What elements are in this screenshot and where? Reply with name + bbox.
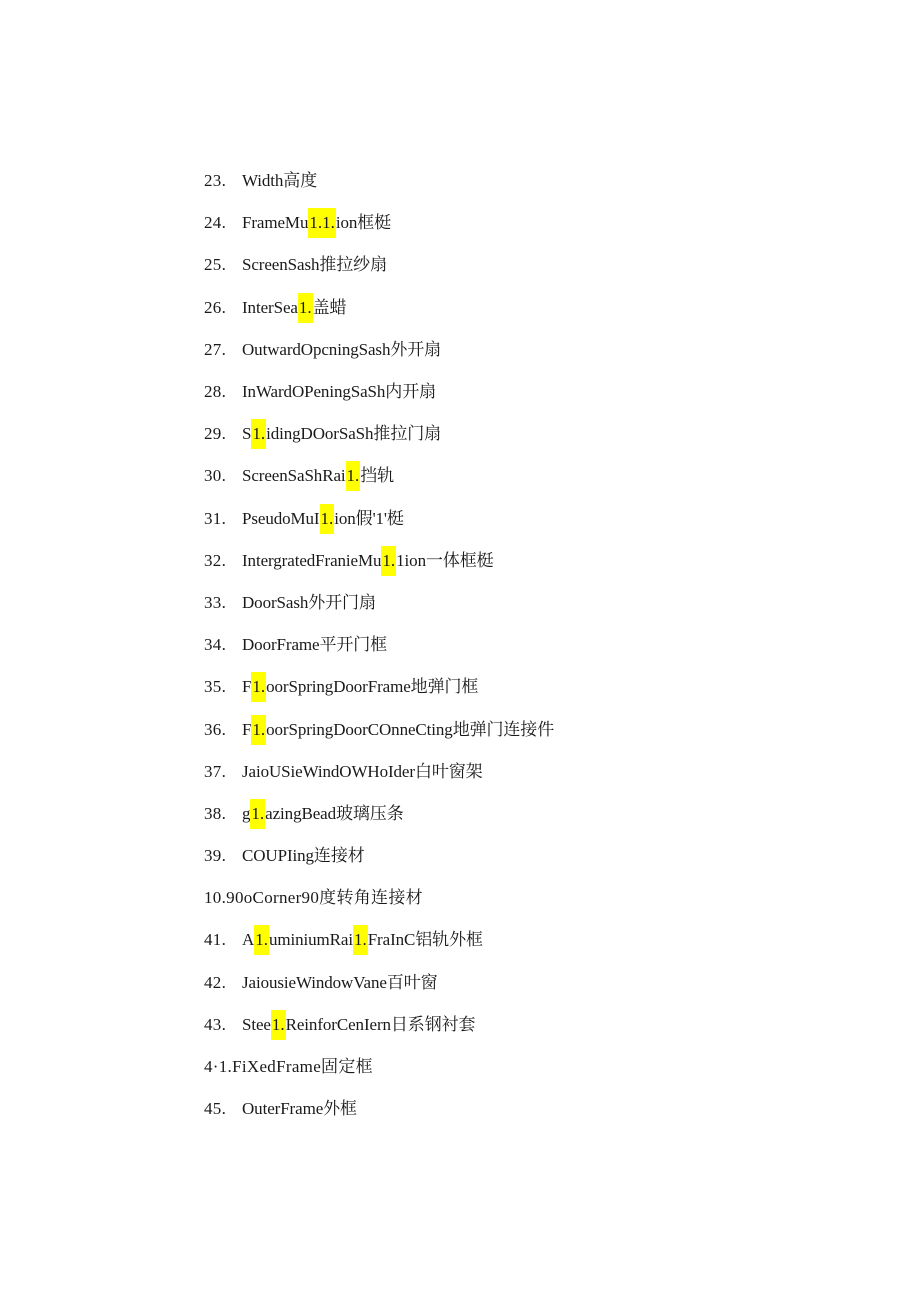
highlighted-text: 1. <box>251 672 266 702</box>
highlighted-text: 1. <box>381 546 396 576</box>
list-item-text: ion假'1'梃 <box>334 508 404 528</box>
list-item-number: 28. <box>204 382 227 402</box>
list-item <box>204 244 864 286</box>
list-item-text: FrameMu <box>242 213 309 233</box>
list-item-number: 25. <box>204 255 227 275</box>
list-item-number: 35. <box>204 677 227 697</box>
list-item <box>204 708 864 750</box>
list-item <box>204 287 864 329</box>
list-item-text: ReinforCenIern日系钢衬套 <box>285 1014 476 1034</box>
list-item-number: 37. <box>204 761 227 781</box>
list-item-text: OutwardOpcningSash外开扇 <box>242 339 442 359</box>
list-item-text: InWardOPeningSaSh内开扇 <box>242 382 437 402</box>
list-item <box>204 751 864 793</box>
list-item-number: 38. <box>204 803 227 823</box>
highlighted-text: 1.1. <box>308 208 336 238</box>
list-item-text: 挡轨 <box>360 466 395 486</box>
list-item-text: ScreenSash推拉纱扇 <box>242 255 387 275</box>
list-item <box>204 793 864 835</box>
list-item <box>204 962 864 1004</box>
list-item-text: idingDOorSaSh推拉门扇 <box>266 424 442 444</box>
list-item <box>204 877 864 919</box>
highlighted-text: 1. <box>320 504 335 534</box>
list-item-number: 34. <box>204 635 227 655</box>
list-item-text: 10.90oCorner90度转角连接材 <box>204 888 423 908</box>
list-item <box>204 919 864 961</box>
list-item <box>204 1088 864 1130</box>
list-item-number: 26. <box>204 297 227 317</box>
list-item-number: 36. <box>204 719 227 739</box>
term-list <box>204 160 864 1130</box>
list-item-text: JaioUSieWindOWHoIder白叶窗架 <box>242 761 483 781</box>
list-item-text: ion框梃 <box>335 213 392 233</box>
list-item-text: g <box>242 803 251 823</box>
list-item-number: 23. <box>204 171 227 191</box>
list-item <box>204 835 864 877</box>
list-item-text: 盖蜡 <box>312 297 347 317</box>
list-item-text: 1ion一体框梃 <box>396 550 494 570</box>
highlighted-text: 1. <box>353 925 368 955</box>
list-item <box>204 1046 864 1088</box>
list-item-number: 29. <box>204 424 227 444</box>
list-item <box>204 413 864 455</box>
list-item-text: DoorFrame平开门框 <box>242 635 388 655</box>
list-item <box>204 498 864 540</box>
list-item-number: 39. <box>204 846 227 866</box>
list-item-number: 42. <box>204 972 227 992</box>
list-item-text: oorSpringDoorCOnneCting地弹门连接件 <box>266 719 555 739</box>
list-item-text: azingBead玻璃压条 <box>265 803 404 823</box>
list-item-text: OuterFrame外框 <box>242 1099 357 1119</box>
list-item-text: PseudoMuI <box>242 508 320 528</box>
highlighted-text: 1. <box>346 461 361 491</box>
list-item-text: F <box>242 719 252 739</box>
highlighted-text: 1. <box>298 293 313 323</box>
list-item <box>204 455 864 497</box>
list-item-text: COUPIing连接材 <box>242 846 365 866</box>
list-item-number: 24. <box>204 213 227 233</box>
highlighted-text: 1. <box>251 715 266 745</box>
list-item-text: InterSea <box>242 297 298 317</box>
list-item-number: 45. <box>204 1099 227 1119</box>
list-item-number: 33. <box>204 592 227 612</box>
list-item-text: 4·1.FiXedFrame固定框 <box>204 1057 373 1077</box>
list-item <box>204 624 864 666</box>
list-item <box>204 329 864 371</box>
list-item <box>204 371 864 413</box>
list-item-text: S <box>242 424 252 444</box>
list-item-number: 43. <box>204 1014 227 1034</box>
list-item-text: IntergratedFranieMu <box>242 550 382 570</box>
list-item <box>204 1004 864 1046</box>
list-item-text: A <box>242 930 255 950</box>
list-item-text: Stee <box>242 1014 271 1034</box>
list-item-number: 41. <box>204 930 227 950</box>
list-item-number: 32. <box>204 550 227 570</box>
list-item <box>204 540 864 582</box>
list-item-text: F <box>242 677 252 697</box>
highlighted-text: 1. <box>250 799 265 829</box>
list-item <box>204 666 864 708</box>
highlighted-text: 1. <box>251 419 266 449</box>
list-item-text: FraInC铝轨外框 <box>367 930 483 950</box>
list-item-text: ScreenSaShRai <box>242 466 346 486</box>
highlighted-text: 1. <box>271 1010 286 1040</box>
list-item-number: 27. <box>204 339 227 359</box>
list-item <box>204 160 864 202</box>
list-item-text: oorSpringDoorFrame地弹门框 <box>266 677 479 697</box>
highlighted-text: 1. <box>254 925 269 955</box>
list-item-text: Width高度 <box>242 171 318 191</box>
list-item-number: 30. <box>204 466 227 486</box>
list-item <box>204 582 864 624</box>
list-item-number: 31. <box>204 508 227 528</box>
list-item-text: DoorSash外开门扇 <box>242 592 376 612</box>
list-item-text: uminiumRai <box>268 930 353 950</box>
list-item <box>204 202 864 244</box>
list-item-text: JaiousieWindowVane百叶窗 <box>242 972 438 992</box>
